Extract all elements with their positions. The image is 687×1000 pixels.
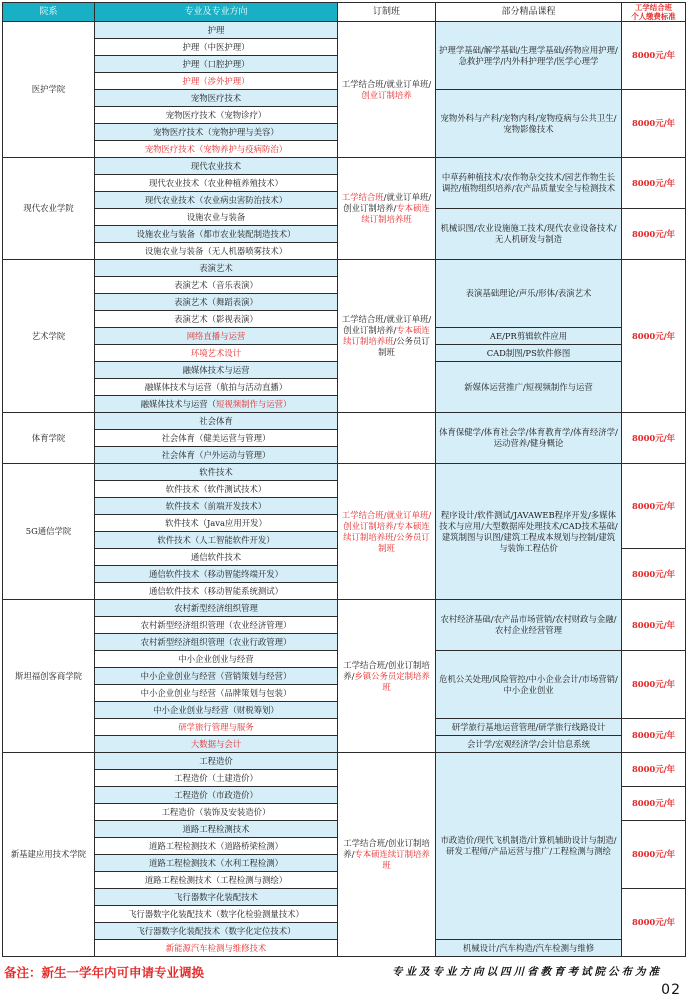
major-name: 中小企业创业与经营 bbox=[95, 651, 338, 668]
fee-value: 8000元/年 bbox=[622, 549, 686, 600]
major-name: 现代农业技术 bbox=[95, 158, 338, 175]
major-name: 道路工程检测技术（水利工程检测） bbox=[95, 855, 338, 872]
page-number: 02 bbox=[661, 982, 681, 998]
header-fee bbox=[622, 3, 686, 22]
table-row bbox=[3, 158, 686, 175]
training-class-text: 专本硕连续订制培养班 bbox=[361, 203, 430, 224]
fee-value: 8000元/年 bbox=[622, 413, 686, 464]
major-name: 护理 bbox=[95, 22, 338, 39]
table-row bbox=[3, 464, 686, 481]
major-name: 道路工程检测技术（工程检测与测绘） bbox=[95, 872, 338, 889]
major-name: 现代农业技术（农业病虫害防治技术） bbox=[95, 192, 338, 209]
college-name: 现代农业学院 bbox=[3, 158, 95, 260]
college-name: 体育学院 bbox=[3, 413, 95, 464]
training-class bbox=[338, 464, 436, 600]
fee-value: 8000元/年 bbox=[622, 889, 686, 957]
course-list: 护理学基础/解学基础/生理学基础/药物应用护理/急救护理学/内外科护理学/医学心理学 bbox=[436, 22, 622, 90]
college-name: 医护学院 bbox=[3, 22, 95, 158]
major-name: 融媒体技术与运营（航拍与活动直播） bbox=[95, 379, 338, 396]
major-name: 护理（口腔护理） bbox=[95, 56, 338, 73]
major-name: 飞行器数字化装配技术（数字化定位技术） bbox=[95, 923, 338, 940]
fee-value: 8000元/年 bbox=[622, 651, 686, 719]
major-name: 设施农业与装备 bbox=[95, 209, 338, 226]
major-name: 工程造价（土建造价） bbox=[95, 770, 338, 787]
major-name bbox=[95, 396, 338, 413]
major-name: 软件技术（前端开发技术） bbox=[95, 498, 338, 515]
major-name: 社会体育（户外运动与管理） bbox=[95, 447, 338, 464]
major-name: 软件技术（Java应用开发） bbox=[95, 515, 338, 532]
major-name: 社会体育 bbox=[95, 413, 338, 430]
training-class-text: 乡镇公务员定制培养班 bbox=[354, 670, 430, 692]
major-name: 道路工程检测技术 bbox=[95, 821, 338, 838]
major-name: 现代农业技术（农业种植养殖技术） bbox=[95, 175, 338, 192]
course-list: 新媒体运营推广/短视频制作与运营 bbox=[436, 362, 622, 413]
major-name: 通信软件技术（移动智能系统测试） bbox=[95, 583, 338, 600]
course-list: 宠物外科与产科/宠物内科/宠物疫病与公共卫生/宠物影像技术 bbox=[436, 90, 622, 158]
college-name: 斯坦福创客商学院 bbox=[3, 600, 95, 753]
training-class bbox=[338, 413, 436, 464]
training-class-text: 工学结合班/创业订制培养/ bbox=[343, 838, 430, 859]
college-name: 艺术学院 bbox=[3, 260, 95, 413]
major-name: 通信软件技术 bbox=[95, 549, 338, 566]
table-body bbox=[3, 22, 686, 957]
majors-table bbox=[2, 2, 686, 957]
major-name: 宠物医疗技术（宠物诊疗） bbox=[95, 107, 338, 124]
fee-value: 8000元/年 bbox=[622, 753, 686, 787]
major-name: 表演艺术 bbox=[95, 260, 338, 277]
fee-value: 8000元/年 bbox=[622, 90, 686, 158]
training-class bbox=[338, 260, 436, 413]
training-class-text: 工学结合班/创业订制培养/ bbox=[343, 659, 430, 681]
major-name: 软件技术 bbox=[95, 464, 338, 481]
table-row bbox=[3, 753, 686, 770]
header-fee-line2: 个人缴费标准 bbox=[631, 12, 676, 21]
major-name: 宠物医疗技术 bbox=[95, 90, 338, 107]
fee-value: 8000元/年 bbox=[622, 209, 686, 260]
major-name: 中小企业创业与经营（财税筹划） bbox=[95, 702, 338, 719]
major-name: 道路工程检测技术（道路桥梁检测） bbox=[95, 838, 338, 855]
major-name: 表演艺术（舞蹈表演） bbox=[95, 294, 338, 311]
fee-value: 8000元/年 bbox=[622, 787, 686, 821]
major-name: 通信软件技术（移动智能终端开发） bbox=[95, 566, 338, 583]
major-name: 农村新型经济组织管理（农业行政管理） bbox=[95, 634, 338, 651]
major-name: 工程造价（装饰及安装造价） bbox=[95, 804, 338, 821]
course-list: AE/PR剪辑软件应用 bbox=[436, 328, 622, 345]
training-class-text: 创业订制培养 bbox=[361, 89, 412, 100]
college-name: 5G通信学院 bbox=[3, 464, 95, 600]
major-name-part: 短视频制作与运营） bbox=[216, 398, 292, 409]
major-name: 表演艺术（音乐表演） bbox=[95, 277, 338, 294]
fee-value: 8000元/年 bbox=[622, 600, 686, 651]
college-name: 新基建应用技术学院 bbox=[3, 753, 95, 957]
header-college: 院系 bbox=[3, 3, 95, 22]
major-name: 网络直播与运营 bbox=[95, 328, 338, 345]
training-class-text: 专本硕连续订制培养班 bbox=[343, 325, 430, 346]
course-list: 程序设计/软件测试/JAVAWEB程序开发/多媒体技术与应用/大型数据库处理技术/CAD技术基础/建筑制图与识图/建筑工程成本规划与控制/建筑与装饰工程估价 bbox=[436, 464, 622, 600]
course-list: 市政造价/现代飞机制造/计算机辅助设计与制造/研发工程师/产品运营与推广/工程检测与测绘 bbox=[436, 753, 622, 940]
major-name: 中小企业创业与经营（营销策划与经营） bbox=[95, 668, 338, 685]
course-list: CAD制图/PS软件修图 bbox=[436, 345, 622, 362]
training-class-text: /公务员订制班 bbox=[378, 336, 430, 357]
header-fee-line1: 工学结合班 bbox=[635, 3, 672, 12]
major-name-part: 融媒体技术与运营（ bbox=[140, 398, 216, 409]
table-row bbox=[3, 22, 686, 39]
major-name: 工程造价（市政造价） bbox=[95, 787, 338, 804]
major-name: 农村新型经济组织管理 bbox=[95, 600, 338, 617]
fee-value: 8000元/年 bbox=[622, 821, 686, 889]
training-class-text: 工学结合班/就业订单班/创业订制培养/专本硕连续订制培养班/公务员订制班 bbox=[341, 509, 432, 553]
fee-value: 8000元/年 bbox=[622, 158, 686, 209]
major-name: 飞行器数字化装配技术（数字化检验测量技术） bbox=[95, 906, 338, 923]
header-training: 订制班 bbox=[338, 3, 436, 22]
course-list: 表演基础理论/声乐/形体/表演艺术 bbox=[436, 260, 622, 328]
major-name: 护理（涉外护理） bbox=[95, 73, 338, 90]
fee-value: 8000元/年 bbox=[622, 22, 686, 90]
major-name: 环境艺术设计 bbox=[95, 345, 338, 362]
training-class bbox=[338, 158, 436, 260]
training-class bbox=[338, 753, 436, 957]
fee-value: 8000元/年 bbox=[622, 719, 686, 753]
course-list: 研学旅行基地运营管理/研学旅行线路设计 bbox=[436, 719, 622, 736]
major-name: 工程造价 bbox=[95, 753, 338, 770]
major-name: 社会体育（健美运营与管理） bbox=[95, 430, 338, 447]
footnote: 备注：新生一学年内可申请专业调换 bbox=[4, 965, 205, 980]
major-name: 护理（中医护理） bbox=[95, 39, 338, 56]
course-list: 会计学/宏观经济学/会计信息系统 bbox=[436, 736, 622, 753]
fee-value: 8000元/年 bbox=[622, 464, 686, 549]
course-list: 机械识图/农业设施施工技术/现代农业设备技术/无人机研发与制造 bbox=[436, 209, 622, 260]
header-major: 专业及专业方向 bbox=[95, 3, 338, 22]
major-name: 中小企业创业与经营（品牌策划与包装） bbox=[95, 685, 338, 702]
major-name: 新能源汽车检测与维修技术 bbox=[95, 940, 338, 957]
fee-value: 8000元/年 bbox=[622, 260, 686, 413]
table-row bbox=[3, 260, 686, 277]
course-list: 中草药种植技术/农作物杂交技术/园艺作物生长调控/植物组织培养/农产品质量安全与检测技术 bbox=[436, 158, 622, 209]
major-name: 设施农业与装备（都市农业装配制造技术） bbox=[95, 226, 338, 243]
major-name: 宠物医疗技术（宠物养护与疫病防治） bbox=[95, 141, 338, 158]
training-class bbox=[338, 600, 436, 753]
header-courses: 部分精品课程 bbox=[436, 3, 622, 22]
table-row bbox=[3, 600, 686, 617]
course-list: 体育保健学/体育社会学/体育教育学/体育经济学/运动营养/健身概论 bbox=[436, 413, 622, 464]
training-class-text: 工学结合班 bbox=[341, 192, 384, 202]
source-note: 专业及专业方向以四川省教育考试院公布为准 bbox=[392, 966, 662, 978]
major-name: 宠物医疗技术（宠物护理与美容） bbox=[95, 124, 338, 141]
major-name: 大数据与会计 bbox=[95, 736, 338, 753]
major-name: 飞行器数字化装配技术 bbox=[95, 889, 338, 906]
training-class-text: 工学结合班/就业订单班/创业订制培养/ bbox=[341, 314, 432, 335]
training-class-text: /就业订单班/创业订制培养/ bbox=[343, 192, 432, 213]
major-name: 研学旅行管理与服务 bbox=[95, 719, 338, 736]
major-name: 软件技术（人工智能软件开发） bbox=[95, 532, 338, 549]
major-name: 融媒体技术与运营 bbox=[95, 362, 338, 379]
training-class-text: 专本硕连续订制培养班 bbox=[354, 849, 430, 870]
table-row bbox=[3, 413, 686, 430]
table-header-row bbox=[3, 3, 686, 22]
major-name: 软件技术（软件测试技术） bbox=[95, 481, 338, 498]
major-name: 农村新型经济组织管理（农业经济管理） bbox=[95, 617, 338, 634]
training-class bbox=[338, 22, 436, 158]
training-class-text: 工学结合班/就业订单班/ bbox=[341, 78, 432, 89]
major-name: 设施农业与装备（无人机器喷雾技术） bbox=[95, 243, 338, 260]
course-list: 农村经济基础/农产品市场营销/农村财政与金融/农村企业经营管理 bbox=[436, 600, 622, 651]
course-list: 机械设计/汽车构造/汽车检测与维修 bbox=[436, 940, 622, 957]
major-name: 表演艺术（影视表演） bbox=[95, 311, 338, 328]
course-list: 危机公关处理/风险管控/中小企业会计/市场营销/中小企业创业 bbox=[436, 651, 622, 719]
